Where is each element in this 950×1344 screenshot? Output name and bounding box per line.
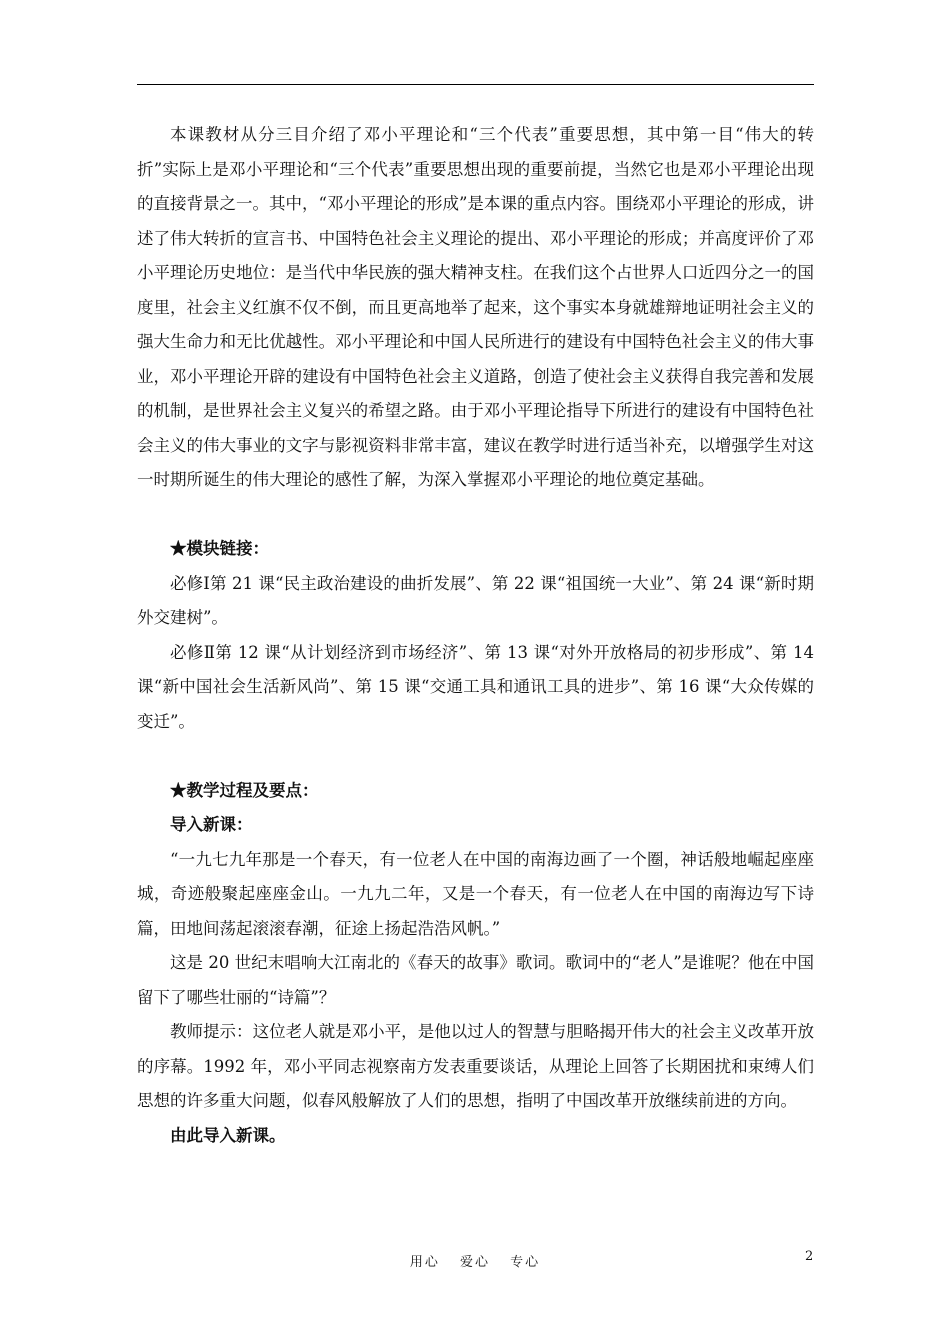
module-heading: ★模块链接： — [170, 539, 269, 558]
header-rule — [137, 84, 814, 85]
spacer — [137, 739, 814, 774]
teacher-hint-paragraph: 教师提示：这位老人就是邓小平，是他以过人的智慧与胆略揭开伟大的社会主义改革开放的序幕。1992 年，邓小平同志视察南方发表重要谈话，从理论上回答了长期困扰和束缚人们思想的许多重大问题，似春风般解放了人们的思想，指明了中国改革开放继续前进的方向。 — [137, 1022, 814, 1110]
module-paragraph-1: 必修Ⅰ第 21 课“民主政治建设的曲折发展”、第 22 课“祖国统一大业”、第 24 课“新时期外交建树”。 — [137, 573, 814, 627]
document-body — [137, 118, 814, 1153]
spacer — [137, 498, 814, 533]
conclusion-paragraph: 由此导入新课。 — [170, 1125, 286, 1145]
lyric-paragraph: “一九七九年那是一个春天，有一位老人在中国的南海边画了一个圈，神话般地崛起座座城，奇迹般聚起座座金山。一九九二年，又是一个春天，有一位老人在中国的南海边写下诗篇，田地间荡起滚滚春潮，征途上扬起浩浩风帆。” — [137, 849, 814, 938]
footer-motto: 用心 爱心 专心 — [409, 1255, 541, 1270]
question-paragraph: 这是 20 世纪末唱响大江南北的《春天的故事》歌词。歌词中的“老人”是谁呢？他在中国留下了哪些壮丽的“诗篇”？ — [137, 953, 814, 1007]
process-heading: ★教学过程及要点： — [170, 780, 319, 800]
import-heading: 导入新课： — [170, 815, 253, 834]
intro-paragraph: 本课教材从分三目介绍了邓小平理论和“三个代表”重要思想，其中第一目“伟大的转折”实际上是邓小平理论和“三个代表”重要思想出现的重要前提，当然它也是邓小平理论出现的直接背景之一。其中，“邓小平理论的形成”是本课的重点内容。围绕邓小平理论的形成，讲述了伟大转折的宣言书、中国特色社会主义理论的提出、邓小平理论的形成；并高度评价了邓小平理论历史地位：是当代中华民族的强大精神支柱。在我们这个占世界人口近四分之一的国度里，社会主义红旗不仅不倒，而且更高地举了起来，这个事实本身就雄辩地证明社会主义的强大生命力和无比优越性。邓小平理论和中国人民所进行的建设有中国特色社会主义的伟大事业，邓小平理论开辟的建设有中国特色社会主义道路，创造了使社会主义获得自我完善和发展的机制，是世界社会主义复兴的希望之路。由于邓小平理论指导下所进行的建设有中国特色社会主义的伟大事业的文字与影视资料非常丰富，建议在教学时进行适当补充，以增强学生对这一时期所诞生的伟大理论的感性了解，为深入掌握邓小平理论的地位奠定基础。 — [137, 125, 814, 489]
module-paragraph-2: 必修Ⅱ第 12 课“从计划经济到市场经济”、第 13 课“对外开放格局的初步形成”、第 14 课“新中国社会生活新风尚”、第 15 课“交通工具和通讯工具的进步”、第 16 课“大众传媒的变迁”。 — [137, 642, 814, 731]
page-number: 2 — [805, 1249, 814, 1264]
